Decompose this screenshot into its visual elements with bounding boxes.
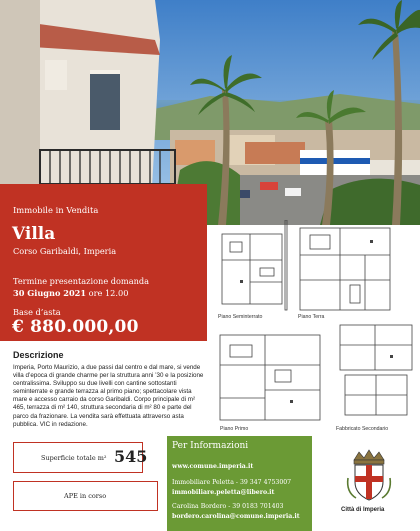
deadline-time: ore 12.00 (86, 288, 129, 298)
city-crest-icon (344, 448, 394, 503)
description-heading: Descrizione (13, 350, 64, 360)
listing-address: Corso Garibaldi, Imperia (13, 246, 117, 256)
floor-plans (210, 220, 420, 435)
plan-label-ground: Piano Terra (298, 314, 325, 320)
plan-label-secondary: Fabbricato Secondario (336, 426, 389, 432)
base-price: € 880.000,00 (12, 317, 139, 337)
contact-person-email[interactable]: bordero.carolina@comune.imperia.it (172, 513, 300, 520)
contact-agency: Immobiliare Peletta - 39 347 4753007 (172, 479, 292, 486)
contact-panel (167, 436, 312, 531)
listing-title: Villa (12, 224, 56, 244)
base-price-label: Base d’asta (13, 307, 61, 317)
ape-box (13, 481, 158, 511)
contact-heading: Per Informazioni (172, 441, 249, 451)
city-name: Città di Imperia (341, 507, 385, 513)
deadline-date: 30 Giugno 2021 (13, 288, 87, 298)
plan-label-first: Piano Primo (220, 426, 249, 432)
ape-label: APE in corso (64, 492, 107, 500)
contact-person: Carolina Bordero - 39 0183 701403 (172, 503, 284, 510)
deadline-value (13, 288, 128, 298)
floor-plan-drawings (210, 220, 420, 435)
surface-box (13, 442, 148, 473)
plan-label-basement: Piano Seminterrato (218, 314, 263, 320)
surface-label: Superficie totale m² (41, 454, 107, 462)
contact-website[interactable]: www.comune.imperia.it (172, 463, 254, 470)
description-text: Imperia, Porto Maurizio, a due passi dal centro e dal mare, si vende villa d’epoca di grande charme per la struttura anni ’30 e la posizione centralissima. Sviluppo su due livelli con cantine sottostanti seminterrate e grande terrazza al primo piano; spettacolare vista mare e accesso carraio da corso Garibaldi. Corpo principale di m² 465, terrazza di m² 140, struttura secondaria di m² 80 e parte del parco da frazionare. La vendita sarà effettuata attraverso asta pubblica. VIC in redazione. (13, 364, 204, 428)
listing-status: Immobile in Vendita (13, 205, 99, 215)
deadline-label: Termine presentazione domanda (13, 276, 149, 286)
surface-value: 545 (114, 447, 148, 466)
listing-panel (0, 184, 207, 341)
contact-agency-email[interactable]: immobiliare.peletta@libero.it (172, 489, 275, 496)
